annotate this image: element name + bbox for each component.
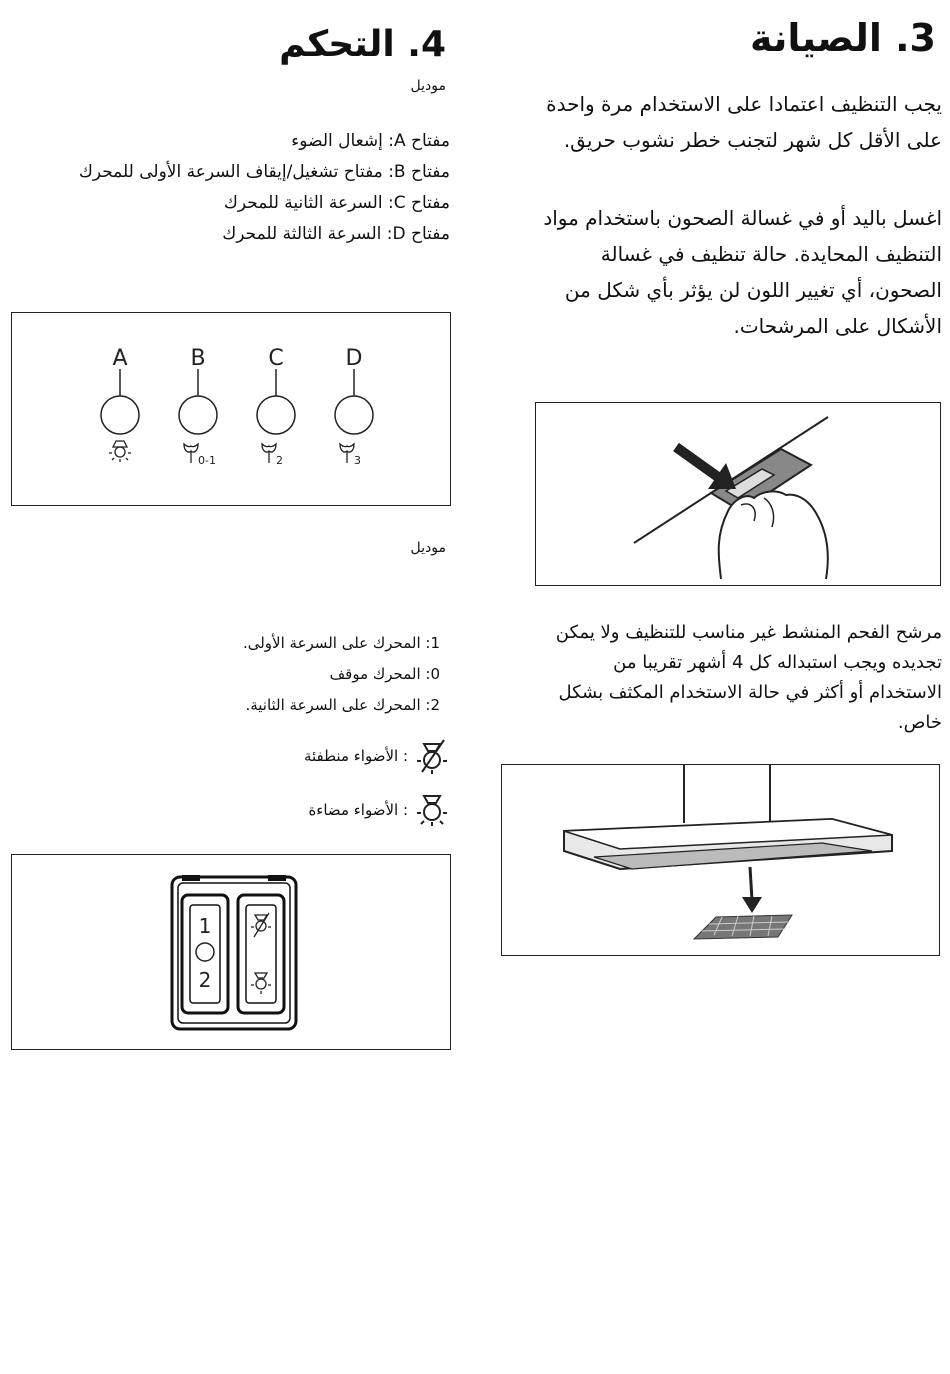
speed-0-description: 0: المحرك موقف <box>329 665 440 683</box>
key-a-button[interactable] <box>101 396 139 434</box>
push-button-panel-diagram <box>11 312 451 506</box>
key-b-description: مفتاح B: مفتاح تشغيل/إيقاف السرعة الأولى للمحرك <box>78 162 450 182</box>
key-c-description: مفتاح C: السرعة الثانية للمحرك <box>223 193 450 213</box>
key-c-letter: C <box>268 346 284 371</box>
filter-washing-illustration <box>535 402 941 586</box>
rocker-position-2: 2 <box>198 968 212 992</box>
lamp-icon <box>109 441 131 462</box>
fan-speed-0-1: 0-1 <box>198 454 216 467</box>
fan-speed-3: 3 <box>354 454 361 467</box>
model-label: موديل <box>410 540 446 556</box>
key-a-description: مفتاح A: إشعال الضوء <box>291 131 450 151</box>
key-d-button[interactable] <box>335 396 373 434</box>
fan-speed-2: 2 <box>276 454 283 467</box>
lamp-icon <box>414 790 450 830</box>
key-a-letter: A <box>112 346 128 371</box>
maintenance-paragraph-cleaning-frequency: يجب التنظيف اعتمادا على الاستخدام مرة واحدة على الأقل كل شهر لتجنب خطر نشوب حريق. <box>546 92 942 152</box>
maintenance-title: 3. الصيانة <box>750 16 936 60</box>
light-rocker-switch[interactable] <box>238 895 284 1013</box>
light-on-label: : الأضواء مضاءة <box>308 801 408 819</box>
light-on-legend <box>150 790 450 830</box>
fan-icon <box>340 444 354 463</box>
maintenance-paragraph-charcoal-filter: مرشح الفحم المنشط غير مناسب للتنظيف ولا يمكن تجديده ويجب استبداله كل 4 أشهر تقريبا من الاستخدام أو أكثر في حالة الاستخدام المكثف بشكل خاص. <box>555 622 942 733</box>
lamp-off-icon <box>414 736 450 776</box>
model-label: موديل <box>410 78 446 94</box>
speed-1-description: 1: المحرك على السرعة الأولى. <box>242 634 440 652</box>
fan-icon <box>262 444 276 463</box>
light-off-legend <box>150 736 450 776</box>
fan-icon <box>184 444 198 463</box>
rocker-position-1: 1 <box>198 914 212 938</box>
key-b-button[interactable] <box>179 396 217 434</box>
speed-description-list <box>140 628 440 721</box>
speed-2-description: 2: المحرك على السرعة الثانية. <box>245 696 440 714</box>
controls-title: 4. التحكم <box>279 24 446 65</box>
key-b-letter: B <box>190 346 206 371</box>
key-d-letter: D <box>345 346 363 371</box>
hood-filter-removal-illustration <box>501 764 940 956</box>
key-c-button[interactable] <box>257 396 295 434</box>
rocker-switch-panel-diagram <box>11 854 451 1050</box>
fan-speed-rocker-switch[interactable] <box>182 895 228 1013</box>
key-description-list <box>50 126 450 250</box>
light-off-label: : الأضواء منطفئة <box>303 747 408 765</box>
maintenance-paragraph-washing: اغسل باليد أو في غسالة الصحون باستخدام مواد التنظيف المحايدة. حالة تنظيف في غسالة الصحون، أي تغيير اللون لن يؤثر بأي شكل من الأشكال على المرشحات. <box>543 206 942 338</box>
key-d-description: مفتاح D: السرعة الثالثة للمحرك <box>222 224 450 244</box>
